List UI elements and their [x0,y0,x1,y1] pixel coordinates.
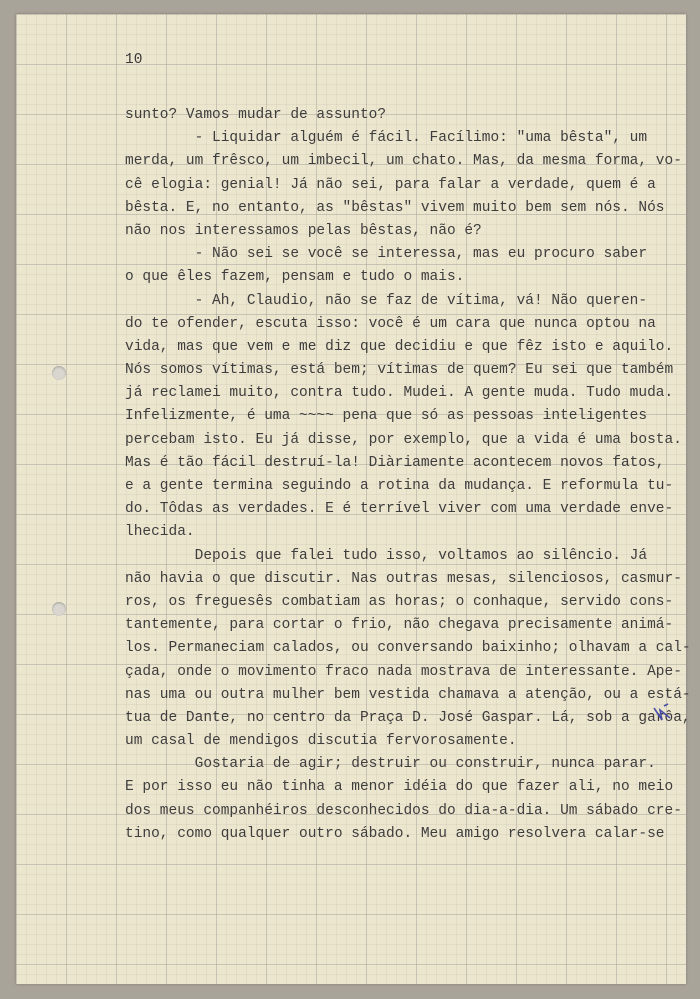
text-line: bêsta. E, no entanto, as "bêstas" vivem muito bem sem nós. Nós [125,199,665,216]
text-line: lhecida. [125,524,195,541]
text-line: do te ofender, escuta isso: você é um cara que nunca optou na [125,315,656,332]
text-line: e a gente termina seguindo a rotina da mudança. E reformula tu- [125,478,674,494]
text-line: não nos interessamos pelas bêstas, não é? [125,222,482,239]
text-line: tantemente, para cortar o frio, não chegava precisamente animá- [125,617,674,634]
text-line: - Liquidar alguém é fácil. Facílimo: "uma bêsta", um [125,130,648,147]
text-line: o que êles fazem, pensam e tudo o mais. [125,269,465,286]
pen-correction-mark [650,700,680,730]
text-line: tino, como qualquer outro sábado. Meu amigo resolvera calar-se [125,825,665,842]
punch-hole-top [52,366,66,380]
text-line: já reclamei muito, contra tudo. Mudei. A gente muda. Tudo muda. [125,385,674,402]
text-line: merda, um frêsco, um imbecil, um chato. Mas, da mesma forma, vo- [125,153,682,170]
text-line: ros, os freguesês combatiam as horas; o conhaque, servido cons- [125,593,674,610]
text-line: Nós somos vítimas, está bem; vítimas de quem? Eu sei que também [125,362,674,379]
text-line: Mas é tão fácil destruí-la! Diàriamente acontecem novos fatos, [125,454,665,471]
text-line: do. Tôdas as verdades. E é terrível viver com uma verdade enve- [125,501,674,518]
text-line: um casal de mendigos discutia fervorosamente. [125,733,517,750]
text-line: - Não sei se você se interessa, mas eu procuro saber [125,246,648,263]
text-line: Depois que falei tudo isso, voltamos ao silêncio. Já [125,547,648,564]
text-line: Gostaria de agir; destruir ou construir, nunca parar. [125,756,656,773]
text-line: percebam isto. Eu já disse, por exemplo, que a vida é uma bosta. [125,431,682,448]
text-line: çada, onde o movimento fraco nada mostrava de interessante. Ape- [125,663,682,680]
text-line: E por isso eu não tinha a menor idéia do que fazer ali, no meio [125,779,674,796]
punch-hole-bottom [52,602,66,616]
text-line: não havia o que discutir. Nas outras mesas, silenciosos, casmur- [125,570,682,587]
text-line: Infelizmente, é uma ~~~~ pena que só as pessoas inteligentes [125,408,648,425]
text-line: dos meus companhéiros desconhecidos do dia-a-dia. Um sábado cre- [125,802,682,819]
text-line: los. Permaneciam calados, ou conversando baixinho; olhavam a cal- [125,640,691,657]
text-line: sunto? Vamos mudar de assunto? [125,107,387,123]
text-line: tua de Dante, no centro da Praça D. José Gaspar. Lá, sob a garôa, [125,709,691,726]
text-line: vida, mas que vem e me diz que decidiu e que fêz isto e aquilo. [125,338,674,355]
text-line: nas uma ou outra mulher bem vestida chamava a atenção, ou a está- [125,686,691,703]
text-line: cê elogia: genial! Já não sei, para falar a verdade, quem é a [125,176,656,193]
page-number: 10 [125,52,143,68]
body-text [125,104,691,846]
text-line: - Ah, Claudio, não se faz de vítima, vá! Não queren- [125,292,648,309]
